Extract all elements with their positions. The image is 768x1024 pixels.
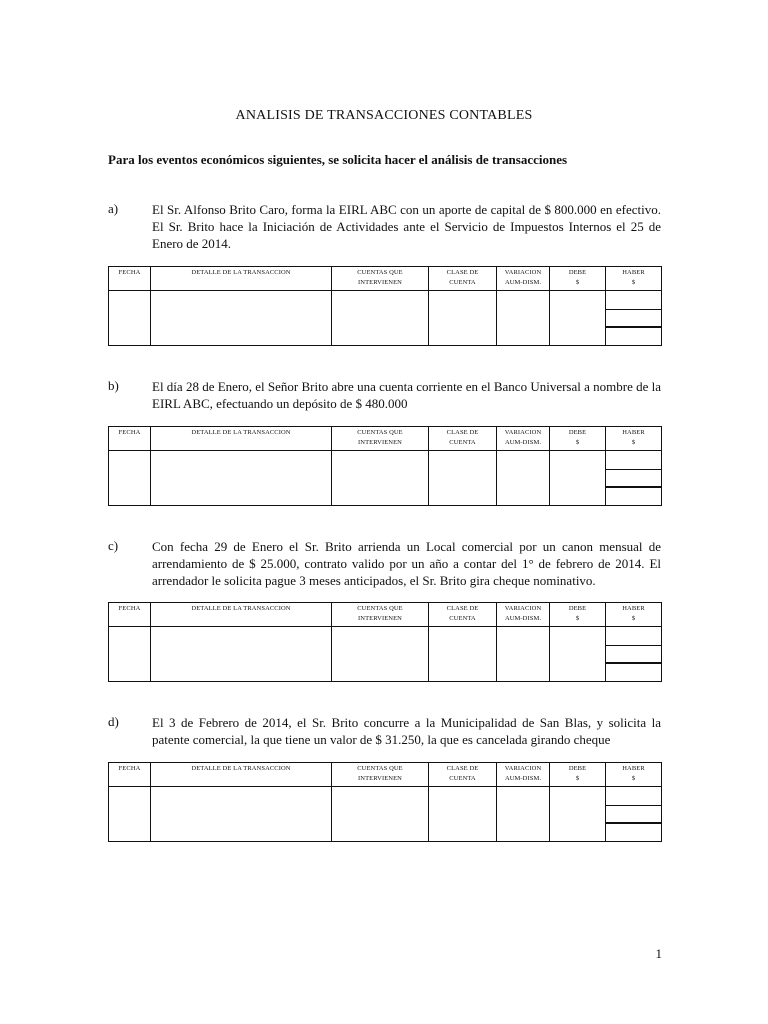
- col-haber: HABER $: [606, 603, 662, 627]
- ledger-table: [108, 762, 662, 842]
- cell-haber[interactable]: [606, 451, 662, 506]
- item-letter: c): [108, 538, 119, 553]
- ledger-table: [108, 426, 662, 506]
- col-cuentas: CUENTAS QUE INTERVIENEN: [332, 763, 429, 787]
- col-cuentas: CUENTAS QUE INTERVIENEN: [332, 603, 429, 627]
- ledger-header-row: [109, 603, 662, 627]
- col-haber: HABER $: [606, 267, 662, 291]
- col-fecha: FECHA: [109, 763, 151, 787]
- ledger-header-row: [109, 427, 662, 451]
- cell-haber[interactable]: [606, 627, 662, 682]
- cell-detalle[interactable]: [151, 787, 332, 842]
- cell-detalle[interactable]: [151, 451, 332, 506]
- cell-debe[interactable]: [550, 291, 606, 346]
- cell-clase[interactable]: [429, 291, 497, 346]
- ledger-entry-row: [109, 291, 662, 346]
- cell-clase[interactable]: [429, 451, 497, 506]
- page-title: ANALISIS DE TRANSACCIONES CONTABLES: [235, 108, 533, 123]
- cell-fecha[interactable]: [109, 451, 151, 506]
- item-letter: b): [108, 378, 119, 393]
- item-letter: d): [108, 714, 119, 729]
- cell-haber[interactable]: [606, 291, 662, 346]
- cell-fecha[interactable]: [109, 291, 151, 346]
- cell-fecha[interactable]: [109, 627, 151, 682]
- ledger-entry-row: [109, 787, 662, 842]
- item-text: El 3 de Febrero de 2014, el Sr. Brito concurre a la Municipalidad de San Blas, y solicita la patente comercial, la que tiene un valor de $ 31.250, la que es cancelada girando cheque: [152, 715, 661, 747]
- cell-clase[interactable]: [429, 627, 497, 682]
- cell-debe[interactable]: [550, 451, 606, 506]
- col-debe: DEBE $: [550, 603, 606, 627]
- cell-debe[interactable]: [550, 627, 606, 682]
- cell-detalle[interactable]: [151, 627, 332, 682]
- cell-debe[interactable]: [550, 787, 606, 842]
- cell-detalle[interactable]: [151, 291, 332, 346]
- cell-variacion[interactable]: [497, 787, 550, 842]
- col-detalle: DETALLE DE LA TRANSACCION: [151, 603, 332, 627]
- col-cuentas: CUENTAS QUE INTERVIENEN: [332, 427, 429, 451]
- col-detalle: DETALLE DE LA TRANSACCION: [151, 427, 332, 451]
- ledger-entry-row: [109, 451, 662, 506]
- cell-fecha[interactable]: [109, 787, 151, 842]
- ledger-header-row: [109, 267, 662, 291]
- col-clase: CLASE DE CUENTA: [429, 427, 497, 451]
- col-debe: DEBE $: [550, 267, 606, 291]
- col-variacion: VARIACION AUM-DISM.: [497, 603, 550, 627]
- col-variacion: VARIACION AUM-DISM.: [497, 427, 550, 451]
- col-haber: HABER $: [606, 427, 662, 451]
- col-fecha: FECHA: [109, 267, 151, 291]
- col-clase: CLASE DE CUENTA: [429, 763, 497, 787]
- item-text: Con fecha 29 de Enero el Sr. Brito arrienda un Local comercial por un canon mensual de arrendamiento de $ 25.000, contrato valido por un año a contar del 1° de febrero de 2014. El arrendador le solicita pague 3 meses anticipados, el Sr. Brito gira cheque nominativo.: [152, 539, 661, 588]
- item-letter: a): [108, 201, 119, 216]
- col-variacion: VARIACION AUM-DISM.: [497, 763, 550, 787]
- col-fecha: FECHA: [109, 603, 151, 627]
- col-haber: HABER $: [606, 763, 662, 787]
- cell-cuentas[interactable]: [332, 451, 429, 506]
- cell-cuentas[interactable]: [332, 627, 429, 682]
- col-clase: CLASE DE CUENTA: [429, 267, 497, 291]
- ledger-header-row: [109, 763, 662, 787]
- col-fecha: FECHA: [109, 427, 151, 451]
- instruction-text: Para los eventos económicos siguientes, se solicita hacer el análisis de transacciones: [108, 152, 568, 167]
- cell-clase[interactable]: [429, 787, 497, 842]
- col-debe: DEBE $: [550, 763, 606, 787]
- col-clase: CLASE DE CUENTA: [429, 603, 497, 627]
- cell-variacion[interactable]: [497, 291, 550, 346]
- col-debe: DEBE $: [550, 427, 606, 451]
- item-text: El Sr. Alfonso Brito Caro, forma la EIRL ABC con un aporte de capital de $ 800.000 en efectivo. El Sr. Brito hace la Iniciación de Actividades ante el Servicio de Impuestos Internos el 25 de Enero de 2014.: [152, 202, 661, 251]
- cell-variacion[interactable]: [497, 451, 550, 506]
- cell-haber[interactable]: [606, 787, 662, 842]
- col-variacion: VARIACION AUM-DISM.: [497, 267, 550, 291]
- col-cuentas: CUENTAS QUE INTERVIENEN: [332, 267, 429, 291]
- page-number: 1: [655, 946, 662, 961]
- col-detalle: DETALLE DE LA TRANSACCION: [151, 267, 332, 291]
- ledger-entry-row: [109, 627, 662, 682]
- item-text: El día 28 de Enero, el Señor Brito abre una cuenta corriente en el Banco Universal a nombre de la EIRL ABC, efectuando un depósito de $ 480.000: [152, 379, 661, 411]
- cell-variacion[interactable]: [497, 627, 550, 682]
- cell-cuentas[interactable]: [332, 787, 429, 842]
- col-detalle: DETALLE DE LA TRANSACCION: [151, 763, 332, 787]
- ledger-table: [108, 266, 662, 346]
- ledger-table: [108, 602, 662, 682]
- cell-cuentas[interactable]: [332, 291, 429, 346]
